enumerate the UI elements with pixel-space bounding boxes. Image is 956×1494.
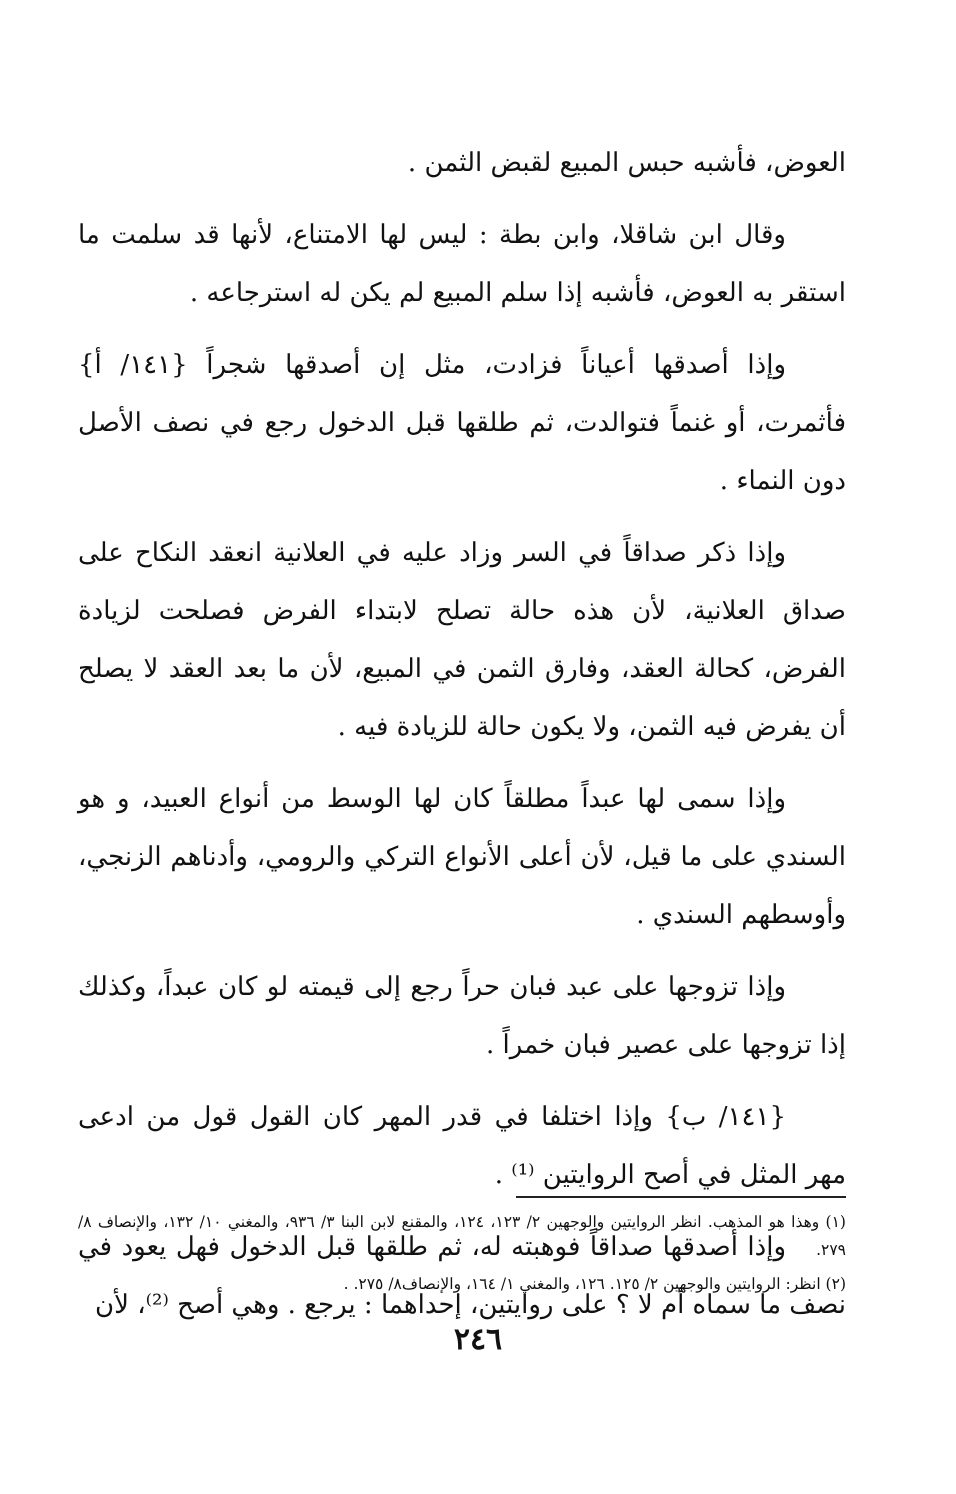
paragraph: وإذا ذكر صداقاً في السر وزاد عليه في العلانية انعقد النكاح على صداق العلانية، لأن هذه حالة تصلح لابتداء الفرض فصلحت لزيادة الفرض، كحالة العقد، وفارق الثمن في المبيع، لأن ما بعد العقد لا يصلح أن يفرض فيه الثمن، ولا يكون حالة للزيادة فيه . [78, 538, 847, 742]
footnote-divider [516, 1196, 846, 1198]
paragraph: {١٤١/ ب} وإذا اختلفا في قدر المهر كان القول قول من ادعى مهر المثل في أصح الروايتين ⁽¹⁾ . [78, 1102, 846, 1190]
paragraph: وإذا أصدقها أعياناً فزادت، مثل إن أصدقها شجراً {١٤١/ أ} فأثمرت، أو غنماً فتوالدت، ثم طلقها قبل الدخول رجع في نصف الأصل دون النماء . [78, 350, 846, 496]
paragraph: وإذا سمى لها عبداً مطلقاً كان لها الوسط من أنواع العبيد، و هو السندي على ما قيل، لأن أعلى الأنواع التركي والرومي، وأدناهم الزنجي، وأوسطهم السندي . [78, 784, 846, 930]
paragraph: وإذا تزوجها على عبد فبان حراً رجع إلى قيمته لو كان عبداً، وكذلك إذا تزوجها على عصير فبان خمراً . [78, 972, 846, 1060]
paragraph: العوض، فأشبه حبس المبيع لقبض الثمن . [407, 148, 846, 178]
footnote: (١) وهذا هو المذهب. انظر الروايتين والوجهين ٢/ ١٢٣، ١٢٤، والمقنع لابن البنا ٣/ ٩٣٦، والمغني ١٠/ ١٣٢، والإنصاف ٨/ ٢٧٩. [78, 1213, 846, 1259]
footnote: (٢) انظر: الروايتين والوجهين ٢/ ١٢٥. ١٢٦، والمغني ١/ ١٦٤، والإنصاف٨/ ٢٧٥. . [343, 1275, 846, 1293]
footnotes [78, 1196, 846, 1304]
page-number: ٢٤٦ [453, 1322, 503, 1357]
main-text [78, 134, 846, 1348]
paragraph: وقال ابن شاقلا، وابن بطة : ليس لها الامتناع، لأنها قد سلمت ما استقر به العوض، فأشبه إذا سلم المبيع لم يكن له استرجاعه . [78, 220, 846, 308]
paragraph: وإذا أصدقها صداقاً فوهبته له، ثم طلقها قبل الدخول فهل يعود في نصف ما سماه أم لا ؟ على روايتين، إحداهما : يرجع . وهي أصح ⁽²⁾، لأن [78, 1232, 846, 1320]
